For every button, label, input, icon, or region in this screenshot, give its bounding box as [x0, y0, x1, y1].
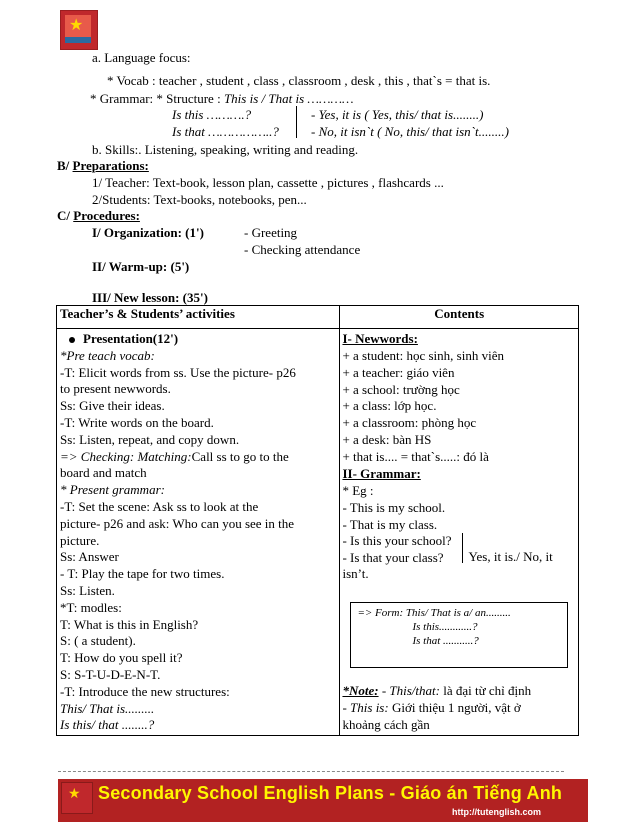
activity-line: S: S-T-U-D-E-N-T.	[60, 667, 161, 682]
question-1: Is this ……….?	[172, 107, 252, 122]
newwords-title: I- Newwords:	[342, 331, 418, 346]
banner-url[interactable]: http://tutenglish.com	[452, 807, 541, 817]
activity-line: -T: Introduce the new structures:	[60, 683, 230, 699]
question-2: Is that ……………..?	[172, 124, 279, 139]
bullet-icon	[69, 337, 75, 343]
activity-line: *Pre teach vocab:	[60, 347, 155, 363]
procedures-heading: C/ Procedures:	[57, 208, 140, 223]
footer-banner	[58, 779, 588, 822]
greeting: - Greeting	[244, 225, 298, 240]
footer-divider	[58, 771, 564, 772]
newword-item: + a desk: bàn HS	[342, 432, 432, 447]
attendance: - Checking attendance	[244, 242, 361, 257]
activity-line: board and match	[60, 465, 147, 481]
example-line: - Is this your school?	[342, 533, 452, 548]
star-icon: ★	[68, 786, 81, 802]
form-box	[350, 602, 568, 668]
language-focus: a. Language focus:	[92, 50, 191, 65]
organization: I/ Organization: (1')	[92, 225, 204, 240]
activity-line: T: How do you spell it?	[60, 650, 183, 666]
banner-title: Secondary School English Plans - Giáo án Tiếng Anh	[98, 783, 563, 803]
eg-label: * Eg :	[342, 483, 374, 498]
activity-line: T: What is this in English?	[60, 616, 199, 632]
form-line: Is this............?	[412, 621, 478, 633]
activity-line: -T: Elicit words from ss. Use the picture- p26	[60, 364, 296, 380]
prep-teacher: 1/ Teacher: Text-book, lesson plan, cassette , pictures , flashcards ...	[92, 175, 444, 190]
activities-cell	[57, 329, 340, 736]
activity-line: Ss: Answer	[60, 549, 119, 565]
note-line-b: - This is: Giới thiệu 1 người, vật ở	[342, 700, 521, 715]
banner-logo	[61, 782, 93, 814]
note-line-c: khoảng cách gần	[342, 717, 430, 732]
answer-text-b: isn’t.	[342, 566, 369, 581]
grammar-title: II- Grammar:	[342, 466, 421, 481]
activity-line: S: ( a student).	[60, 633, 136, 649]
activity-line: Ss: Give their ideas.	[60, 398, 165, 414]
activity-line: picture.	[60, 532, 100, 548]
newword-item: + a teacher: giáo viên	[342, 364, 455, 380]
answer-2: - No, it isn`t ( No, this/ that isn`t........)	[311, 124, 509, 139]
activity-line: picture- p26 and ask: Who can you see in the	[60, 515, 295, 531]
activity-line: Presentation(12')	[69, 331, 178, 346]
activity-line: => Checking: Matching:Call ss to go to the	[60, 448, 289, 464]
contents-cell	[340, 329, 579, 736]
activity-line: -T: Set the scene: Ask ss to look at the	[60, 499, 259, 514]
grammar-line: * Grammar: * Structure : This is / That is …………	[90, 91, 354, 106]
activity-line: - T: Play the tape for two times.	[60, 566, 225, 582]
newword-item: + a class: lớp học.	[342, 398, 437, 414]
preparations-heading: B/ Preparations:	[57, 158, 149, 173]
answer-text-a: Yes, it is./ No, it	[468, 549, 553, 564]
activity-line: to present newwords.	[60, 381, 171, 397]
newword-item: + that is.... = that`s.....: đó là	[342, 448, 489, 464]
school-logo	[60, 10, 98, 50]
activity-line: Ss: Listen.	[60, 583, 115, 598]
example-line: - Is that your class?	[342, 549, 444, 565]
new-lesson: III/ New lesson: (35')	[92, 290, 208, 305]
vocab-line: * Vocab : teacher , student , class , classroom , desk , this , that`s = that is.	[107, 73, 491, 88]
skills-line: b. Skills:. Listening, speaking, writing and reading.	[92, 142, 359, 157]
activity-line: This/ That is.........	[60, 700, 155, 716]
star-icon: ★	[69, 15, 84, 34]
brace-bar	[296, 106, 297, 138]
example-line: - That is my class.	[342, 516, 438, 532]
activity-line: -T: Write words on the board.	[60, 415, 214, 430]
activity-line: Is this/ that ........?	[60, 717, 155, 733]
activities-table	[56, 305, 579, 736]
form-line: => Form: This/ That is a/ an.........	[357, 607, 511, 619]
example-line: - This is my school.	[342, 500, 446, 515]
activity-line: * Present grammar:	[60, 482, 165, 498]
prep-students: 2/Students: Text-books, notebooks, pen...	[92, 192, 307, 207]
activity-line: Ss: Listen, repeat, and copy down.	[60, 431, 240, 447]
newword-item: + a school: trường học	[342, 381, 460, 397]
form-line: Is that ...........?	[412, 635, 479, 647]
answer-bracket	[462, 533, 463, 563]
newword-item: + a classroom: phòng học	[342, 415, 477, 431]
header-activities: Teacher’s & Students’ activities	[57, 306, 340, 329]
activity-line: *T: modles:	[60, 599, 122, 615]
newword-item: + a student: học sinh, sinh viên	[342, 348, 504, 363]
note-line-a: *Note: - This/that: là đại từ chỉ định	[342, 683, 532, 698]
answer-1: - Yes, it is ( Yes, this/ that is........)	[311, 107, 484, 122]
header-contents: Contents	[340, 306, 579, 329]
warm-up: II/ Warm-up: (5')	[92, 259, 190, 274]
